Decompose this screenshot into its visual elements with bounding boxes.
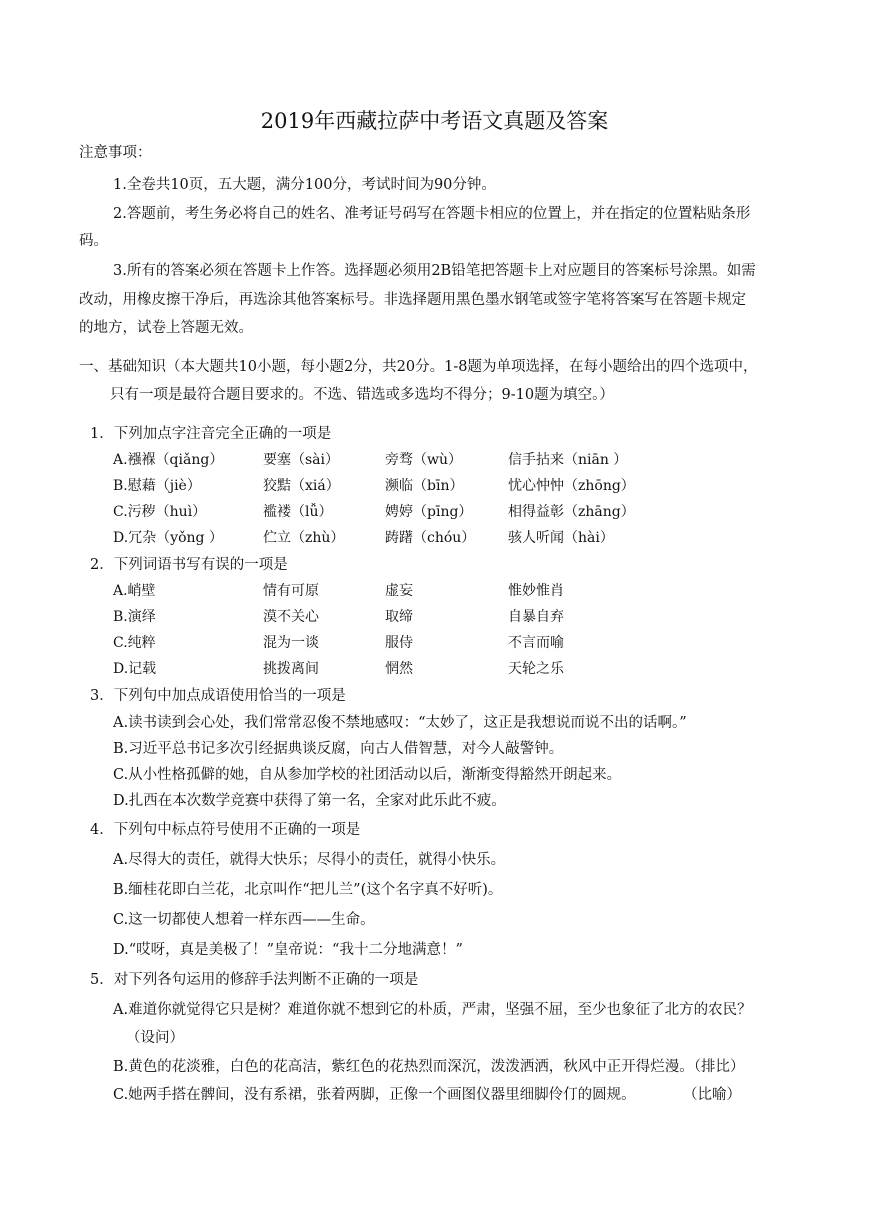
q2-option: 取缔	[385, 609, 413, 625]
notice-item-3-line-3: 的地方，试卷上答题无效。	[79, 320, 253, 336]
q1-option: C.污秽（huì）	[113, 504, 207, 520]
q2-option: 自暴自弃	[508, 609, 564, 625]
q3-stem: 3．下列句中加点成语使用恰当的一项是	[90, 688, 346, 704]
q2-option: C.纯粹	[113, 635, 156, 651]
q5-option-a-line-1: A.难道你就觉得它只是树？难道你就不想到它的朴质，严肃，坚强不屈，至少也象征了北方的农民？	[113, 1002, 752, 1018]
q5-stem: 5．对下列各句运用的修辞手法判断不正确的一项是	[90, 972, 419, 988]
q5-option-c: C.她两手搭在髀间，没有系裙，张着两脚，正像一个画图仪器里细脚伶仃的圆规。	[113, 1087, 636, 1103]
q4-stem: 4．下列句中标点符号使用不正确的一项是	[90, 822, 361, 838]
q2-option: A.峭壁	[113, 583, 156, 599]
q1-stem: 1．下列加点字注音完全正确的一项是	[90, 426, 332, 442]
q1-option: 要塞（sài）	[263, 452, 340, 468]
q1-option: 伫立（zhù）	[263, 530, 345, 546]
q5-option-c-tag: （比喻）	[683, 1087, 741, 1103]
q1-option: A.襁褓（qiǎng）	[113, 452, 224, 468]
q1-option: D.冗杂（yǒng ）	[113, 530, 223, 546]
notice-item-2-line-1: 2.答题前，考生务必将自己的姓名、准考证号码写在答题卡相应的位置上，并在指定的位置粘贴条形	[113, 206, 751, 222]
q1-option: 娉婷（pīng）	[385, 504, 473, 520]
q2-option: 天轮之乐	[508, 661, 564, 677]
q3-option-c: C.从小性格孤僻的她，自从参加学校的社团活动以后，渐渐变得豁然开朗起来。	[113, 767, 622, 783]
q1-option: 忧心忡忡（zhōng）	[508, 478, 635, 494]
section-1-header-line-1: 一、基础知识（本大题共10小题，每小题2分，共20分。1-8题为单项选择，在每小题给出的四个选项中，	[79, 359, 758, 375]
q3-option-b: B.习近平总书记多次引经据典谈反腐，向古人借智慧，对今人敲警钟。	[113, 741, 564, 757]
q5-option-b: B.黄色的花淡雅，白色的花高洁，紫红色的花热烈而深沉，泼泼洒洒，秋风中正开得烂漫。（排比）	[113, 1059, 745, 1075]
notice-item-1: 1.全卷共10页，五大题，满分100分，考试时间为90分钟。	[113, 177, 496, 193]
q4-option-a: A.尽得大的责任，就得大快乐；尽得小的责任，就得小快乐。	[113, 852, 506, 868]
q3-option-d: D.扎西在本次数学竞赛中获得了第一名，全家对此乐此不疲。	[113, 793, 506, 809]
q1-option: 踌躇（chóu）	[385, 530, 476, 546]
q2-option: 挑拨离间	[263, 661, 319, 677]
q2-option: 漠不关心	[263, 609, 319, 625]
q1-option: 濒临（bīn）	[385, 478, 464, 494]
q1-option: 骇人听闻（hài）	[508, 530, 614, 546]
q2-option: 服侍	[385, 635, 413, 651]
q2-option: 惟妙惟肖	[508, 583, 564, 599]
q2-option: 情有可原	[263, 583, 319, 599]
q2-stem: 2．下列词语书写有误的一项是	[90, 557, 288, 573]
q2-option: 虚妄	[385, 583, 413, 599]
q1-option: 褴褛（lǚ）	[263, 504, 333, 520]
q2-option: 惘然	[385, 661, 413, 677]
q1-option: 信手拈来（niān ）	[508, 452, 628, 468]
q3-option-a: A.读书读到会心处，我们常常忍俊不禁地感叹：“太妙了，这正是我想说而说不出的话啊。”	[113, 715, 687, 731]
notice-item-3-line-1: 3.所有的答案必须在答题卡上作答。选择题必须用2B铅笔把答题卡上对应题目的答案标号涂黑。如需	[113, 263, 756, 279]
q1-option: 狡黠（xiá）	[263, 478, 340, 494]
q2-option: B.演绎	[113, 609, 156, 625]
page-title: 2019年西藏拉萨中考语文真题及答案	[260, 109, 609, 133]
q1-option: 相得益彰（zhāng）	[508, 504, 635, 520]
q5-option-a-line-2: （设问）	[126, 1030, 184, 1046]
q4-option-c: C.这一切都使人想着一样东西——生命。	[113, 912, 375, 928]
q2-option: D.记载	[113, 661, 157, 677]
q1-option: 旁骛（wù）	[385, 452, 462, 468]
q2-option: 不言而喻	[508, 635, 564, 651]
q4-option-d: D.“哎呀，真是美极了！”皇帝说：“我十二分地满意！”	[113, 942, 463, 958]
q4-option-b: B.缅桂花即白兰花，北京叫作“把儿兰”(这个名字真不好听)。	[113, 882, 503, 898]
section-1-header-line-2: 只有一项是最符合题目要求的。不选、错选或多选均不得分；9-10题为填空。）	[110, 387, 614, 403]
q2-option: 混为一谈	[263, 635, 319, 651]
notice-heading: 注意事项：	[79, 145, 152, 161]
notice-item-3-line-2: 改动，用橡皮擦干净后，再选涂其他答案标号。非选择题用黑色墨水钢笔或签字笔将答案写在答题卡规定	[79, 292, 746, 308]
notice-item-2-line-2: 码。	[79, 233, 108, 249]
q1-option: B.慰藉（jiè）	[113, 478, 201, 494]
